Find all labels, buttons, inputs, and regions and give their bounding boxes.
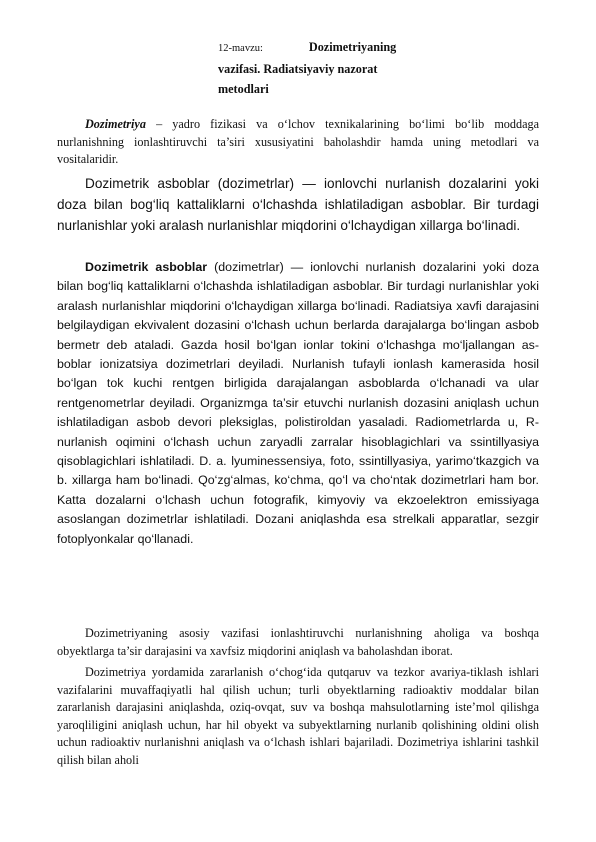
- title-line-1: [218, 37, 418, 59]
- title-line-3: metodlari: [218, 82, 269, 96]
- term-dozimetrik-asboblar-bold: Dozimetrik asboblar: [85, 260, 208, 274]
- paragraph-instruments-long: Dozimetrik asboblar (dozimetrlar) — ionlovchi nurlanish dozalarini yoki doza bilan bog‘liq kattaliklarni o‘lchashda ishlatiladigan asboblar. Bir turdagi nurlanishlar yoki aralash nurlanishlar miqdorini o‘lchaydigan xillarga bo‘linadi. Radiatsiya xavfi darajasini belgilaydigan ekvivalent dozasini o‘lchash uchun berlarda darajalarga bo‘lingan asbob bermetr deb ataladi. Gazda hosil bo‘lgan ionlar tokini o‘lchashga mo‘ljallangan as-boblar ionizatsiya dozimetrlari deyiladi. Nurlanish tufayli ionlash kamerasida hosil bo‘lgan tok kuchi rentgen birligida darajalangan asboblarda o‘lchanadi va ular rentgenometrlar deyiladi. Organizmga ta’sir etuvchi nurlanish dozasini aniqlash uchun ishlatiladigan asbob devori pleksiglas, polistiroldan yasaladi. Radiometrlarda u, R-nurlanish oqimini o‘lchash uchun zaryadli zarralar hisoblagichlari va ssintillyasiya qisoblagichlari ishlatiladi. D. a. lyuminessensiya, foto, ssintillyasiya, yarimo‘tkazgich va b. xillarga ham bo‘linadi. Qo‘zg‘almas, ko‘chma, qo‘l va cho‘ntak dozimetrlari ham bor. Katta dozalarni o‘lchash uchun fotografik, kimyoviy va ekzoelektron emissiyaga asoslangan dozimetrlar ishlatiladi. Dozani aniqlashda esa strelkali apparatlar, sezgir fotoplyonkalar qo‘llanadi.: [57, 260, 539, 546]
- title-text-line-1: Dozimetriyaning: [308, 40, 397, 54]
- title-line-2: vazifasi. Radiatsiyaviy nazorat: [218, 62, 378, 76]
- paragraph-applications: Dozimetriya yordamida zararlanish o‘chog‘ida qutqaruv va tezkor avariya-tiklash ishlari vazifalarini muvaffaqiyatli hal qilish uchun; turli obyektlarning radioaktiv moddalar bilan zararlanish darajasini aniqlashda, oziq-ovqat, suv va boshqa mahsulotlarning iste’mol qilishga yaroqliligini aniqlash uchun, har hil obyekt va subyektlarning nurlanib qolishining oldini olish uchun radioaktiv nurlanishni aniqlash va o‘lchash ishlari bajariladi. Dozimetriya ishlarini tashkil qilish bilan aholi: [57, 665, 539, 767]
- term-dozimetrik-asboblar: Dozimetrik asboblar: [85, 176, 210, 191]
- paragraph-definition: Dozimetriya – yadro fizikasi va o‘lchov texnikalarining bo‘limi bo‘lib moddaga nurlanishning ionlashtiruvchi ta’siri xususiyatini baholashdir hamda uning metodlari va vositalaridir.: [57, 117, 539, 167]
- topic-number: 12-mavzu:: [218, 43, 263, 54]
- term-dozimetriya: Dozimetriya: [85, 117, 146, 131]
- paragraph-main-task: Dozimetriyaning asosiy vazifasi ionlashtiruvchi nurlanishning aholiga va boshqa obyektlarga ta’sir darajasini va xavfsiz miqdorini aniqlash va baholashdan iborat.: [57, 626, 539, 658]
- paragraph-instruments-short: Dozimetrik asboblar (dozimetrlar) — ionlovchi nurlanish dozalarini yoki doza bilan bog‘liq kattaliklarni o‘lchashda ishlatiladigan asboblar. Bir turdagi nurlanishlar yoki aralash nurlanishlar miqdorini o‘lchaydigan xillarga bo‘linadi.: [57, 176, 539, 233]
- document-title: [218, 37, 418, 99]
